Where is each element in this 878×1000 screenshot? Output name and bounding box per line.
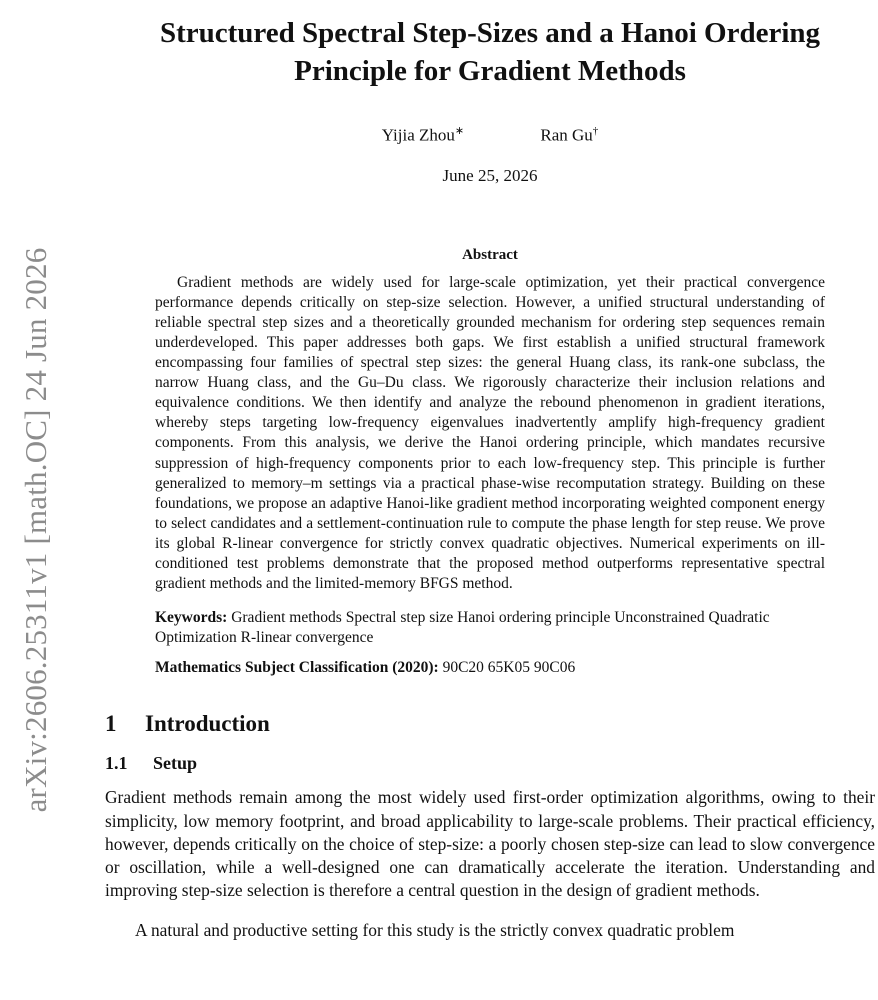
subsection-number: 1.1 [105, 753, 128, 774]
section-title: Introduction [145, 711, 270, 737]
author-1 [382, 120, 464, 147]
keywords [155, 608, 825, 648]
paper-date: June 25, 2026 [442, 165, 538, 185]
subsection-heading [105, 752, 875, 774]
keywords-label: Keywords: [155, 609, 228, 627]
keywords-text: Gradient methods Spectral step size Hanoi ordering principle Unconstrained Quadratic Optimization R-linear convergence [155, 609, 770, 647]
arxiv-identifier: arXiv:2606.25311v1 [math.OC] 24 Jun 2026 [18, 247, 53, 813]
author-name: Yijia Zhou [381, 125, 455, 145]
paper-title: Structured Spectral Step-Sizes and a Hanoi Ordering Principle for Gradient Methods [159, 17, 821, 87]
author-2 [540, 120, 598, 147]
author-list [105, 120, 875, 147]
arxiv-stamp [0, 0, 60, 1000]
subsection-title: Setup [153, 753, 198, 774]
author-name: Ran Gu [540, 125, 593, 145]
paper-page [105, 0, 875, 960]
body-paragraph: Gradient methods remain among the most widely used first-order optimization algorithms, owing to their simplicity, low memory footprint, and broad applicability to large-scale problems. Their practical efficiency, however, depends critically on the choice of step-size: a poorly chosen step-size can lead to slow convergence or oscillation, while a well-designed one can dramatically accelerate the iteration. Understanding and improving step-size selection is therefore a central question in the design of gradient methods. [105, 787, 875, 900]
abstract-text: Gradient methods are widely used for large-scale optimization, yet their practical convergence performance depends critically on step-size selection. However, a unified structural understanding of reliable spectral step sizes and a theoretically grounded mechanism for ordering step sequences remain underdeveloped. This paper addresses both gaps. We first establish a unified structural framework encompassing four families of spectral step sizes: the general Huang class, its rank-one subclass, the narrow Huang class, and the Gu–Du class. We rigorously characterize their inclusion relations and equivalence conditions. We then identify and analyze the rebound phenomenon in gradient iterations, whereby steps targeting low-frequency eigenvalues inadvertently amplify high-frequency gradient components. From this analysis, we derive the Hanoi ordering principle, which mandates recursive suppression of high-frequency components prior to each low-frequency step. This principle is further generalized to memory–m settings via a practical phase-wise recomputation strategy. Building on these foundations, we propose an adaptive Hanoi-like gradient method incorporating weighted component energy to select candidates and a settlement-continuation rule to compute the phase length for step reuse. We prove its global R-linear convergence for strictly convex quadratic objectives. Numerical experiments on ill-conditioned test problems demonstrate that the proposed method outperforms representative spectral gradient methods and the limited-memory BFGS method. [155, 273, 825, 593]
section-heading [105, 710, 875, 738]
section-number: 1 [105, 711, 117, 737]
author-footnote-mark: † [592, 125, 599, 137]
abstract-heading: Abstract [462, 246, 518, 263]
author-footnote-mark: ∗ [454, 125, 465, 137]
msc-label: Mathematics Subject Classification (2020): [155, 659, 439, 677]
msc-classification [155, 658, 825, 678]
body-paragraph: A natural and productive setting for this study is the strictly convex quadratic problem [135, 920, 735, 941]
msc-codes: 90C20 65K05 90C06 [442, 659, 576, 677]
